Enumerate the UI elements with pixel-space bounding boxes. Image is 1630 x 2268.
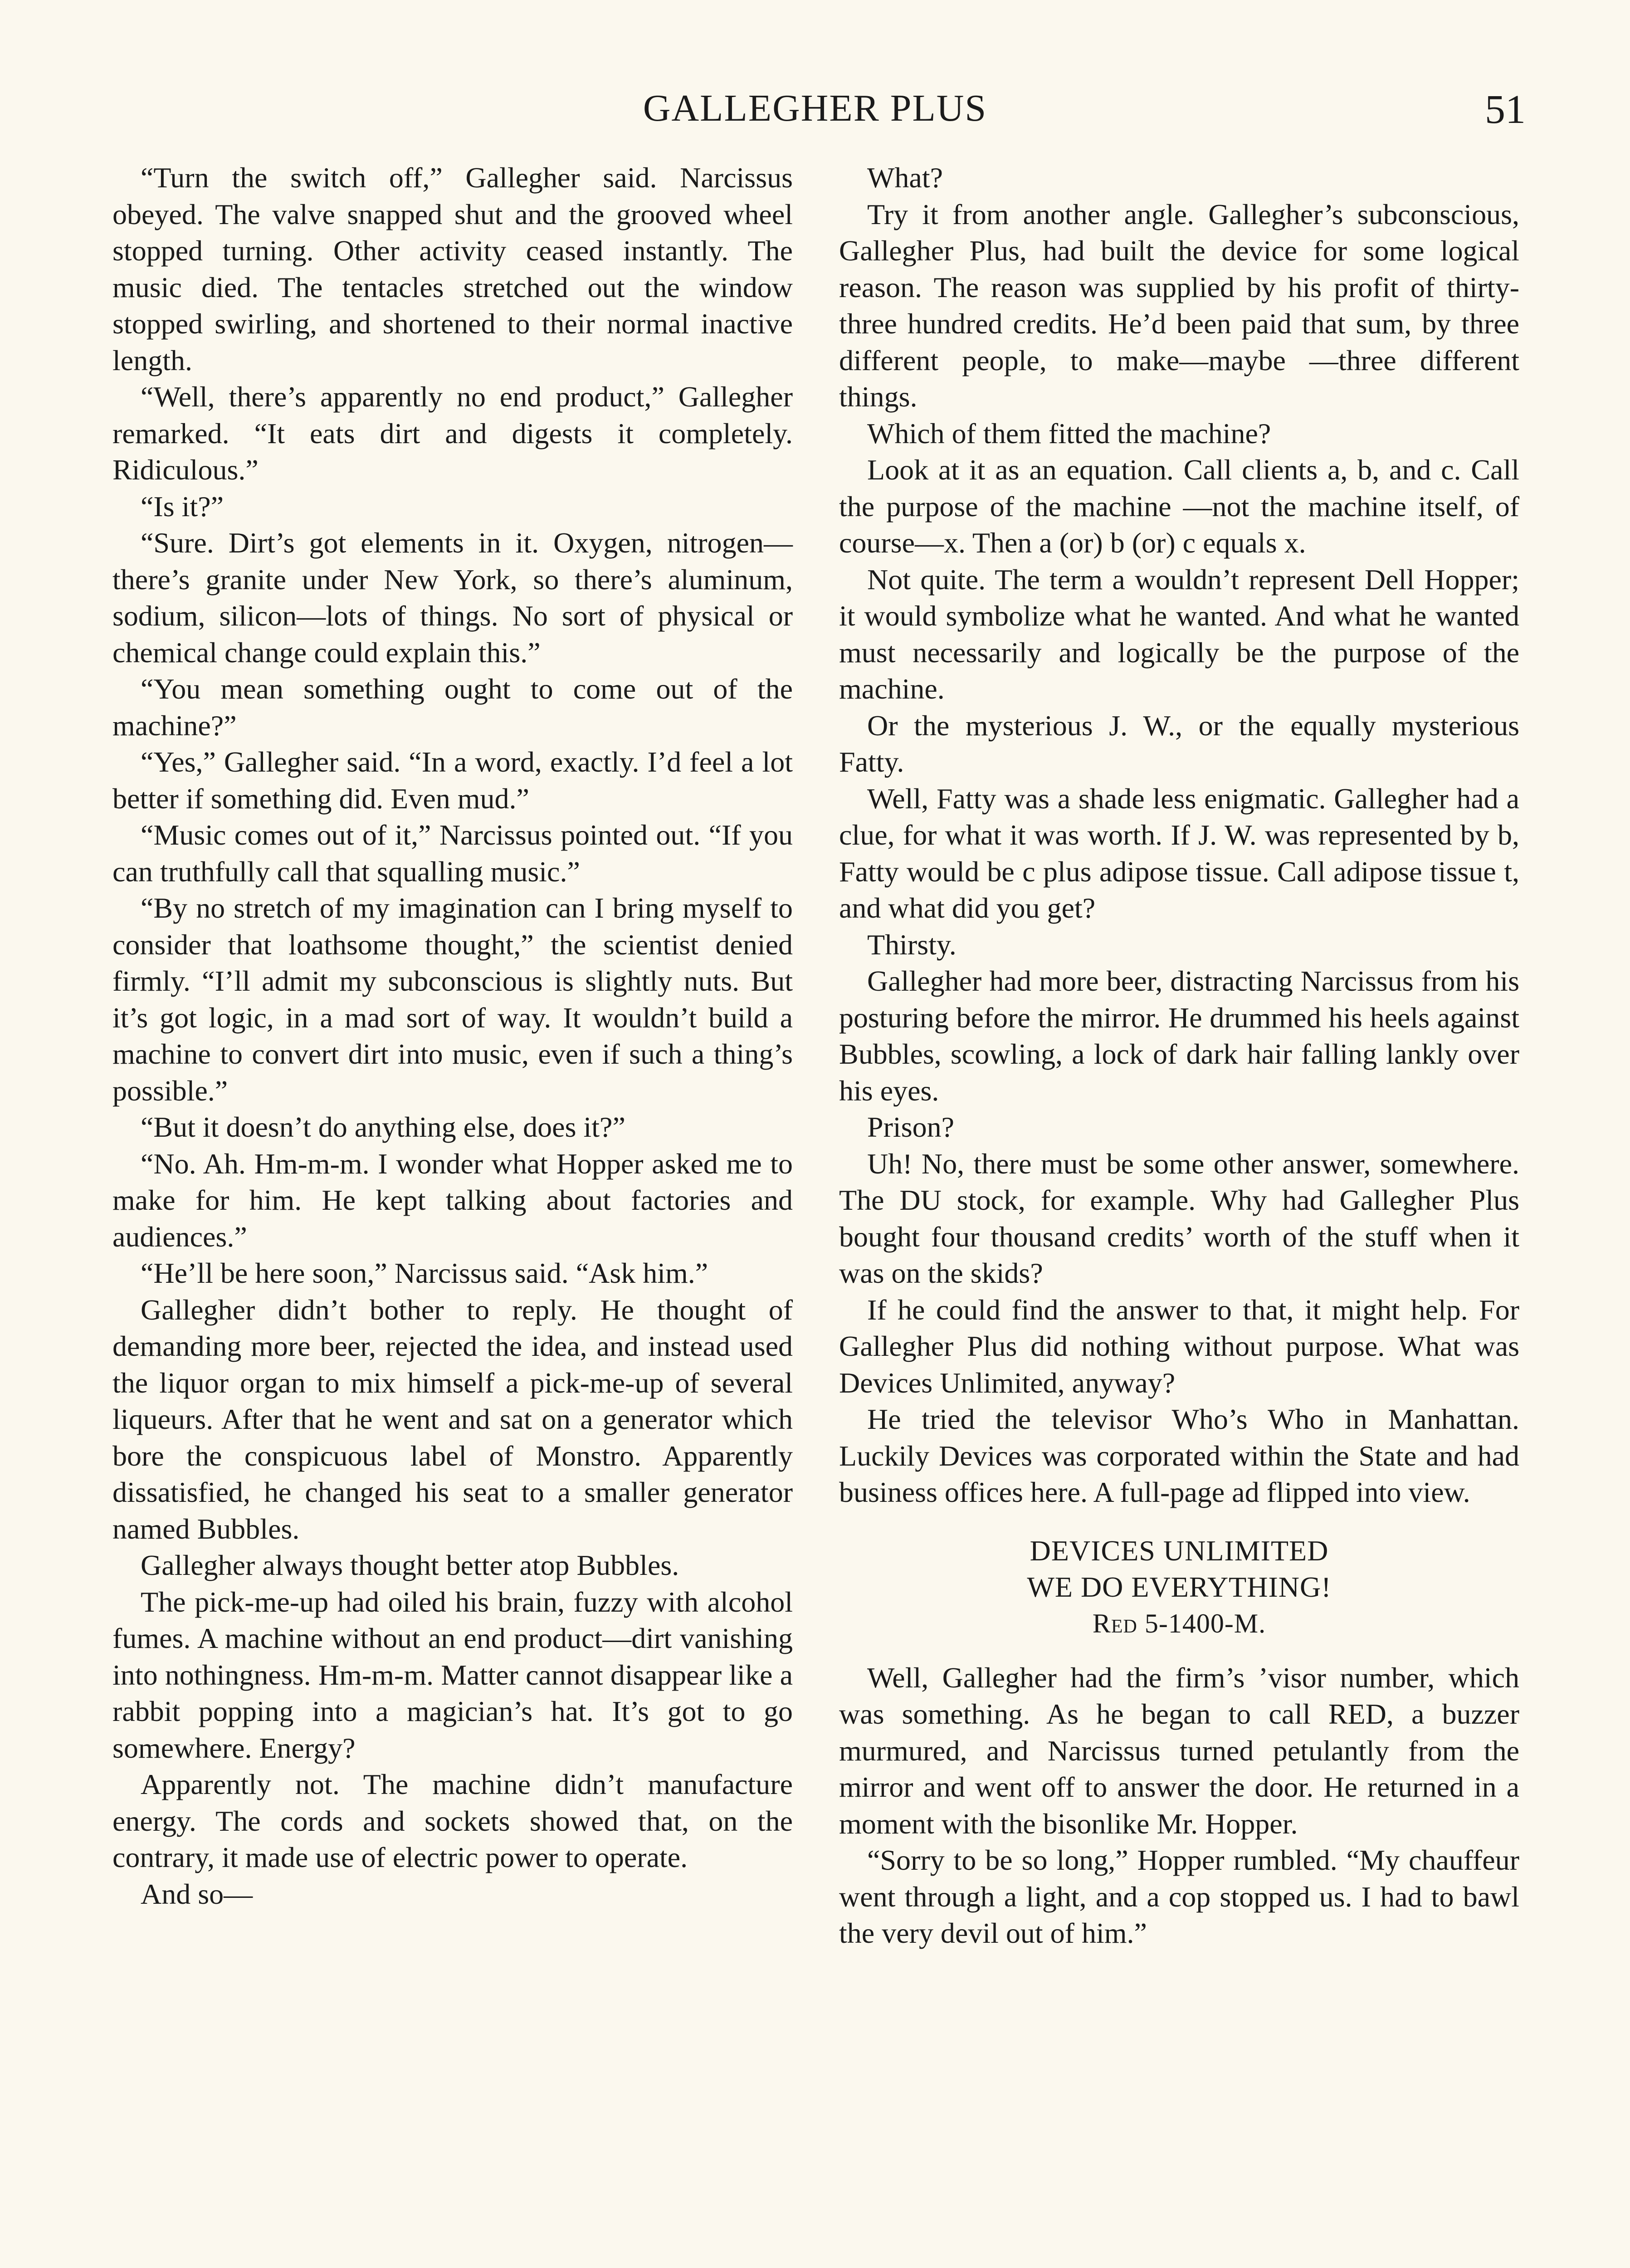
paragraph: “Turn the switch off,” Gallegher said. Narcissus obeyed. The valve snapped shut and the grooved wheel stopped turning. Other activity ceased instantly. The music died. The tentacles stretched out the window stopped swirling, and shortened to their normal inactive length. [112, 161, 793, 376]
paragraph: Apparently not. The machine didn’t manufacture energy. The cords and sockets showed that, on the contrary, it made use of electric power to operate. [112, 1768, 793, 1873]
paragraph: “He’ll be here soon,” Narcissus said. “Ask him.” [141, 1257, 708, 1289]
paragraph: The pick-me-up had oiled his brain, fuzzy with alcohol fumes. A machine without an end product—dirt vanishing into nothingness. Hm-m-m. Matter cannot disappear like a rabbit popping into a magician’s hat. It’s got to go somewhere. Energy? [112, 1585, 793, 1764]
paragraph: Not quite. The term a wouldn’t represent Dell Hopper; it would symbolize what he wanted. And what he wanted must necessarily and logically be the purpose of the machine. [839, 563, 1519, 705]
paragraph: Look at it as an equation. Call clients a, b, and c. Call the purpose of the machine —not the machine itself, of course—x. Then a (or) b (or) c equals x. [839, 454, 1519, 559]
paragraph: “Sorry to be so long,” Hopper rumbled. “My chauffeur went through a light, and a cop stopped us. I had to bawl the very devil out of him.” [839, 1844, 1519, 1949]
paragraph: “Sure. Dirt’s got elements in it. Oxygen, nitrogen—there’s granite under New York, so there’s aluminum, sodium, silicon—lots of things. No sort of physical or chemical change could explain this.” [112, 527, 793, 669]
paragraph: He tried the televisor Who’s Who in Manhattan. Luckily Devices was corporated within the State and had business offices here. A full-page ad flipped into view. [839, 1403, 1519, 1508]
paragraph: Prison? [867, 1111, 954, 1143]
left-column [112, 160, 793, 1912]
paragraph: Thirsty. [867, 928, 957, 961]
paragraph: “You mean something ought to come out of the machine?” [112, 673, 793, 742]
paragraph: Gallegher didn’t bother to reply. He thought of demanding more beer, rejected the idea, and instead used the liquor organ to mix himself a pick-me-up of several liqueurs. After that he went and sat on a generator which bore the conspicuous label of Monstro. Apparently dissatisfied, he changed his seat to a smaller generator named Bubbles. [112, 1293, 793, 1545]
paragraph: Well, Gallegher had the firm’s ’visor number, which was something. As he began to call RED, a buzzer murmured, and Narcissus turned petulantly from the mirror and went off to answer the door. He returned in a moment with the bisonlike Mr. Hopper. [839, 1661, 1519, 1840]
paragraph: “Well, there’s apparently no end product,” Gallegher remarked. “It eats dirt and digests it completely. Ridiculous.” [112, 381, 793, 486]
paragraph: “No. Ah. Hm-m-m. I wonder what Hopper asked me to make for him. He kept talking about factories and audiences.” [112, 1147, 793, 1253]
paragraph: “But it doesn’t do anything else, does it?” [141, 1111, 625, 1143]
paragraph: Try it from another angle. Gallegher’s subconscious, Gallegher Plus, had built the device for some logical reason. The reason was supplied by his profit of thirty-three hundred credits. He’d been paid that sum, by three different people, to make—maybe —three different things. [839, 198, 1519, 413]
paragraph: Which of them fitted the machine? [867, 417, 1271, 450]
running-head: GALLEGHER PLUS [643, 87, 987, 129]
ad-company-name: DEVICES UNLIMITED [1030, 1534, 1329, 1567]
paragraph: Uh! No, there must be some other answer, somewhere. The DU stock, for example. Why had Gallegher Plus bought four thousand credits’ worth of the stuff when it was on the skids? [839, 1147, 1519, 1289]
advertisement [839, 1533, 1519, 1642]
paragraph: “Music comes out of it,” Narcissus pointed out. “If you can truthfully call that squalling music.” [112, 819, 793, 888]
page-number: 51 [1485, 87, 1526, 132]
paragraph: What? [867, 161, 943, 194]
right-column [839, 160, 1519, 1952]
page-header [0, 86, 1630, 154]
paragraph: Gallegher always thought better atop Bubbles. [141, 1549, 679, 1581]
paragraph: “Is it?” [141, 490, 224, 523]
paragraph: “Yes,” Gallegher said. “In a word, exactly. I’d feel a lot better if something did. Even mud.” [112, 746, 793, 815]
paragraph: “By no stretch of my imagination can I bring myself to consider that loathsome thought,” the scientist denied firmly. “I’ll admit my subconscious is slightly nuts. But it’s got logic, in a mad sort of way. It wouldn’t build a machine to convert dirt into music, even if such a thing’s possible.” [112, 892, 793, 1107]
paragraph: And so— [141, 1877, 253, 1910]
paragraph: Gallegher had more beer, distracting Narcissus from his posturing before the mirror. He drummed his heels against Bubbles, scowling, a lock of dark hair falling lankly over his eyes. [839, 965, 1519, 1107]
ad-slogan: WE DO EVERYTHING! [1027, 1570, 1332, 1603]
paragraph: Or the mysterious J. W., or the equally mysterious Fatty. [839, 709, 1519, 778]
paragraph: Well, Fatty was a shade less enigmatic. Gallegher had a clue, for what it was worth. If J. W. was represented by b, Fatty would be c plus adipose tissue. Call adipose tissue t, and what did you get? [839, 782, 1519, 924]
ad-phone-number: Red 5-1400-M. [1092, 1608, 1266, 1638]
paragraph: If he could find the answer to that, it might help. For Gallegher Plus did nothing without purpose. What was Devices Unlimited, anyway? [839, 1293, 1519, 1399]
